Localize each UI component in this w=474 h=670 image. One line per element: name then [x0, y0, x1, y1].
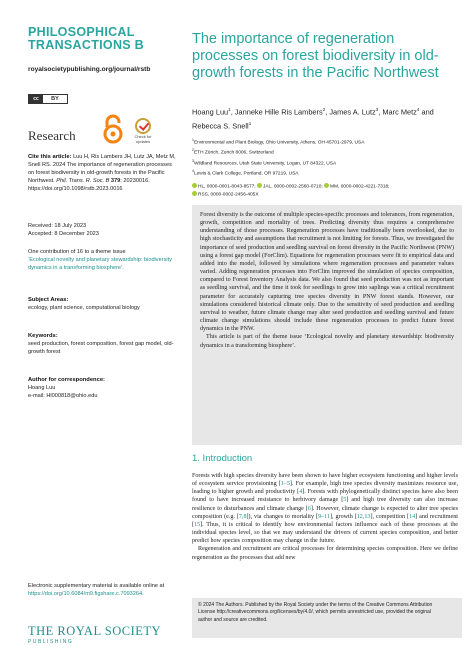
author-name[interactable]: Janneke Hille Ris Lambers	[234, 107, 323, 117]
authors-line2	[192, 118, 454, 132]
affiliation-item	[192, 168, 462, 178]
orcid-link[interactable]: MM, 0000-0002-4221-7318;	[330, 184, 390, 190]
orcid-list	[192, 183, 462, 198]
intro-text: ] and recruitment [	[192, 513, 458, 528]
intro-paragraph-2: Regeneration and recruitment are critical processes for determining species composition. Here we define regeneration as the processes that add new	[192, 546, 458, 561]
citation-link[interactable]: 7,8	[238, 513, 247, 520]
affiliation-sup: 2	[192, 148, 194, 153]
supplementary-link[interactable]: https://doi.org/10.6084/m9.figshare.c.7093264.	[28, 591, 144, 598]
article-title: The importance of regeneration processes on forest biodiversity in old-growth forests in the Pacific Northwest	[192, 31, 439, 81]
citation-link[interactable]: 14	[409, 513, 416, 520]
author-sup: 1	[248, 121, 252, 127]
affiliation-sup: 1	[192, 138, 194, 142]
license-link[interactable]: http://creativecommons.org/licenses/by/4.0/	[216, 609, 313, 616]
affiliations	[192, 137, 462, 179]
intro-text: ]), via changes to mortality [	[246, 513, 319, 520]
keywords-block	[28, 332, 178, 356]
author-sup: 2	[322, 107, 326, 112]
journal-title	[28, 26, 188, 52]
author-sup: 1	[228, 107, 231, 112]
orcid-link[interactable]: JAL, 0000-0002-2560-0710;	[262, 184, 323, 190]
license-line1: © 2024 The Authors. Published by the Royal Society under the terms of the Creative Commons Attribution	[198, 602, 433, 608]
theme-prefix: One contribution of 16 to a theme issue	[28, 249, 126, 255]
affiliation-text: Lewis & Clark College, Portland, OR 97219, USA	[193, 171, 299, 177]
cite-tail: : 20230016.	[120, 178, 150, 185]
by-icon: BY	[51, 96, 59, 102]
section-label: Research	[28, 128, 76, 143]
intro-text: ], growth [	[330, 513, 357, 520]
introduction-heading: 1. Introduction	[192, 453, 253, 464]
publisher-sub: PUBLISHING	[28, 639, 74, 645]
correspondence-heading: Author for correspondence:	[28, 377, 105, 383]
citation-link[interactable]: 6	[307, 505, 311, 512]
license-text: License	[198, 609, 217, 616]
supplementary-text: Electronic supplementary material is available online at	[28, 583, 165, 589]
cite-label: Cite this article:	[28, 154, 72, 160]
publisher-name: THE ROYAL SOCIETY	[28, 624, 162, 638]
introduction-body	[192, 472, 458, 562]
orcid-link[interactable]: RSS, 0000-0002-2456-405X	[198, 192, 259, 197]
citation-link[interactable]: 5	[343, 497, 347, 504]
open-access-icon	[101, 114, 125, 144]
affiliation-text: ETH Zürich, Zurich 8006, Switzerland	[193, 150, 274, 156]
orcid-icon	[192, 183, 197, 188]
check-updates-label: Check for updates	[134, 134, 152, 144]
affiliation-text: Environmental and Plant Biology, Ohio University, Athens, OH 45701-2979, USA	[193, 140, 365, 146]
orcid-icon	[257, 183, 262, 188]
intro-text: ]. Thus, it is critical to identify how environmental factors influence each of these processes at the individual species level, so that we may understand the drivers of current species composition, and better predict how species composition may change in the future.	[192, 521, 458, 545]
dates-block	[28, 222, 178, 238]
cite-journal: Phil. Trans. R. Soc. B	[56, 178, 110, 185]
affiliation-item	[192, 137, 462, 147]
author-name[interactable]: Marc Metz	[382, 107, 417, 117]
citation-link[interactable]: 12,13	[356, 513, 371, 520]
correspondence-email-link[interactable]: e-mail: Hl000818@ohio.edu	[28, 393, 98, 400]
journal-title-line2: TRANSACTIONS B	[28, 38, 145, 52]
subject-text: ecology, plant science, computational biology	[28, 305, 140, 312]
cite-text: Luu H, Ris Lambers JH, Lutz JA, Metz M, Snell RS. 2024 The importance of regeneration processes on forest biodiversity in old-growth forests in the Pacific Northwest.	[28, 154, 176, 185]
abstract-box	[192, 205, 462, 445]
supplementary-block	[28, 582, 178, 598]
author-name[interactable]: Hoang Luu	[192, 107, 229, 117]
journal-title-line1: PHILOSOPHICAL	[28, 25, 135, 39]
abstract-paragraph: Forest diversity is the outcome of multiple species-specific processes and tolerances, from regeneration, growth, competition and mortality of trees. Predicting diversity thus requires a comprehensive understanding of those processes. Regeneration processes have traditionally been overlooked, due to high stochasticity and assumptions that recruitment is not limiting for forests. Thus, we investigated the importance of seed production and seedling survival on forest diversity in the Pacific Northwest (PNW) using a forest gap model (ForClim). Equations for regeneration processes were fit to empirical data and added into the model, followed by simulations where regeneration processes and parameter values varied. Adding regeneration processes into ForClim improved the simulation of species composition, compared to Forest Inventory Analysis data. We also found that seed production was not as important as seedling survival, and the time it took for seedlings to grow into saplings was a critical recruitment parameter for accurately capturing tree species diversity in PNW forest stands. However, our simulations considered historical climate only. Due to the sensitivity of seed production and seedling survival to weather, future climate change may alter seed production and seedling survival and future climate change simulations should include these regeneration processes to predict future forest dynamics in the PNW.	[200, 212, 454, 333]
abstract-theme-note: This article is part of the theme issue ‘Ecological novelty and planetary stewardship: biodiversity dynamics in a transforming biosphere’.	[200, 334, 454, 349]
royal-society-logo[interactable]	[28, 625, 168, 645]
intro-text: ]. Forests with phylogenetically distinct species have also been found to have increased resistance to herbivory damage [	[192, 489, 459, 504]
author-sup: 3	[375, 107, 379, 112]
citation-block	[28, 153, 178, 193]
citation-link[interactable]: 1–5	[280, 481, 290, 488]
license-text: , which permits unrestricted use, provided the original	[312, 609, 431, 616]
subject-areas-block	[28, 296, 178, 312]
journal-url-link[interactable]: royalsocietypublishing.org/journal/rstb	[28, 66, 151, 73]
affiliation-item	[192, 158, 462, 168]
affiliation-text: Wildland Resources, Utah State University, Logan, UT 84322, USA	[193, 161, 337, 167]
affiliation-sup: 3	[192, 158, 194, 163]
affiliation-item	[192, 147, 462, 157]
subject-heading: Subject Areas:	[28, 297, 69, 303]
cc-by-license-icon[interactable]	[28, 94, 68, 104]
theme-issue-block	[28, 248, 178, 272]
affiliation-sup: 4	[192, 169, 194, 174]
citation-link[interactable]: 9–11	[318, 513, 330, 520]
keywords-heading: Keywords:	[28, 333, 58, 339]
cite-doi-link[interactable]: https://doi.org/10.1098/rstb.2023.0016	[28, 186, 123, 193]
license-line3: author and source are credited.	[198, 616, 268, 623]
cite-volume: 379	[110, 178, 121, 185]
license-line2	[198, 609, 456, 616]
citation-link[interactable]: 4	[299, 489, 303, 496]
author-sup: 4	[416, 107, 420, 112]
intro-text: ], competition [	[370, 513, 410, 520]
citation-link[interactable]: 15	[194, 521, 201, 528]
intro-text: ]. However, climate change is expected to alter tree species composition (e.g. [	[192, 505, 459, 520]
license-box	[192, 598, 462, 638]
correspondence-name: Hoang Luu	[28, 385, 56, 392]
author-list	[192, 104, 454, 133]
orcid-link[interactable]: HL, 0000-0001-8043-8577;	[198, 184, 256, 190]
theme-issue-link[interactable]: ‘Ecological novelty and planetary stewardship: biodiversity dynamics in a transforming biosphere’.	[28, 257, 172, 272]
cc-icon: cc	[29, 95, 43, 103]
check-for-updates-button[interactable]	[128, 118, 158, 150]
accepted-date: Accepted: 8 December 2023	[28, 231, 99, 238]
authors-line1: Hoang Luu$^1$, Janneke Hille Ris Lambers$^2$, James A. Lutz$^3$, Marc Metz$^4$ and	[192, 107, 434, 117]
keywords-text: seed production, forest composition, forest gap model, old-growth forest	[28, 341, 174, 356]
author-conjunction: and	[421, 107, 434, 117]
orcid-icon	[324, 183, 329, 188]
intro-text: ]. For example, high tree species diversity maximizes resource use, leading to higher growth and productivity [	[192, 481, 458, 496]
intro-text: Forests with high species diversity have been shown to have higher ecosystem functioning and higher levels of ecosystem service provisioning [	[192, 473, 458, 488]
author-name[interactable]: James A. Lutz	[329, 107, 376, 117]
orcid-icon	[192, 191, 197, 196]
intro-paragraph-1	[192, 472, 458, 545]
correspondence-block	[28, 376, 178, 400]
check-updates-icon	[135, 118, 151, 134]
intro-text: ] and high tree diversity can also increase resilience to disturbances and climate change [	[192, 497, 459, 512]
author-name[interactable]: Rebecca S. Snell	[192, 121, 249, 131]
received-date: Received: 18 July 2023	[28, 223, 87, 229]
